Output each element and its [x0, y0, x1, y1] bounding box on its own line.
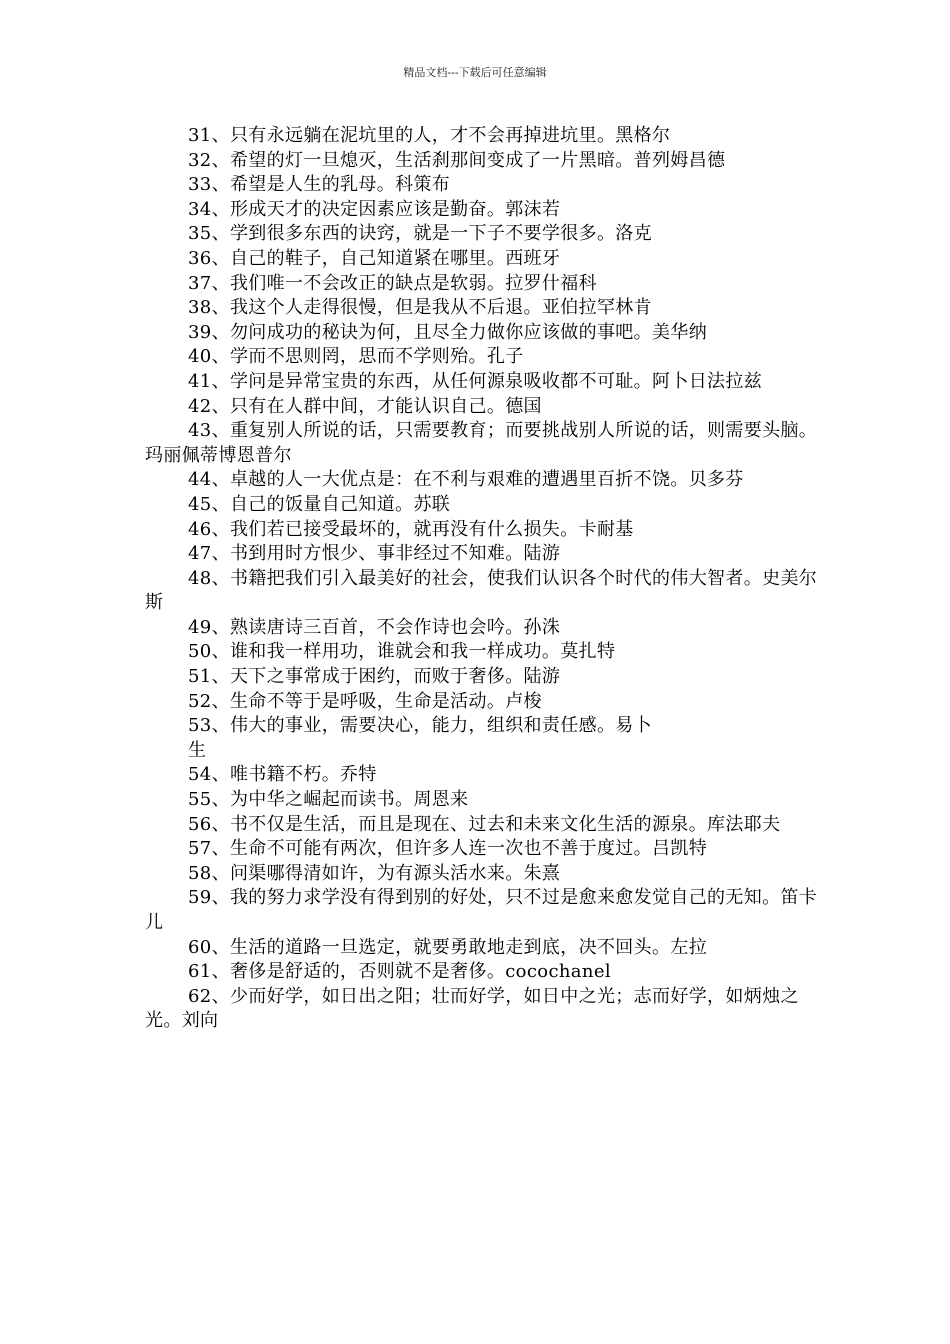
quote-47: 47、书到用时方恨少、事非经过不知难。陆游 [188, 543, 561, 565]
quote-53: 53、伟大的事业，需要决心，能力，组织和责任感。易卜 [188, 715, 653, 737]
quote-36: 36、自己的鞋子，自己知道紧在哪里。西班牙 [188, 247, 561, 269]
page-header: 精品文档---下载后可任意编辑 [403, 66, 547, 79]
quote-48: 48、书籍把我们引入最美好的社会，使我们认识各个时代的伟大智者。史美尔斯 [145, 567, 818, 614]
quote-53-continuation: 生 [188, 739, 207, 761]
quote-46: 46、我们若已接受最坏的，就再没有什么损失。卡耐基 [188, 518, 634, 540]
quote-58: 58、问渠哪得清如许，为有源头活水来。朱熹 [188, 862, 561, 884]
quote-60: 60、生活的道路一旦选定，就要勇敢地走到底，决不回头。左拉 [188, 936, 708, 958]
quote-41: 41、学问是异常宝贵的东西，从任何源泉吸收都不可耻。阿卜日法拉兹 [188, 370, 763, 392]
quote-34: 34、形成天才的决定因素应该是勤奋。郭沫若 [188, 198, 561, 220]
quote-55: 55、为中华之崛起而读书。周恩来 [188, 789, 469, 811]
quote-56: 56、书不仅是生活，而且是现在、过去和未来文化生活的源泉。库法耶夫 [188, 813, 781, 835]
quote-42: 42、只有在人群中间，才能认识自己。德国 [188, 395, 542, 417]
quote-44: 44、卓越的人一大优点是：在不利与艰难的遭遇里百折不饶。贝多芬 [188, 469, 744, 491]
quote-32: 32、希望的灯一旦熄灭，生活刹那间变成了一片黑暗。普列姆昌德 [188, 149, 726, 171]
quote-61: 61、奢侈是舒适的，否则就不是奢侈。cocochanel [188, 961, 611, 983]
quote-45: 45、自己的饭量自己知道。苏联 [188, 493, 451, 515]
quote-59: 59、我的努力求学没有得到别的好处，只不过是愈来愈发觉自己的无知。笛卡儿 [145, 887, 818, 933]
quote-52: 52、生命不等于是呼吸，生命是活动。卢梭 [188, 690, 542, 712]
quote-50: 50、谁和我一样用功，谁就会和我一样成功。莫扎特 [188, 641, 616, 663]
quote-43: 43、重复别人所说的话，只需要教育；而要挑战别人所说的话，则需要头脑。玛丽佩蒂博恩普尔 [145, 420, 818, 466]
quote-39: 39、勿问成功的秘诀为何，且尽全力做你应该做的事吧。美华纳 [188, 321, 708, 343]
quote-list [145, 124, 820, 1034]
quote-33: 33、希望是人生的乳母。科策布 [188, 174, 451, 196]
quote-37: 37、我们唯一不会改正的缺点是软弱。拉罗什福科 [188, 272, 597, 294]
quote-31: 31、只有永远躺在泥坑里的人，才不会再掉进坑里。黑格尔 [188, 125, 671, 146]
quote-35: 35、学到很多东西的诀窍，就是一下子不要学很多。洛克 [188, 223, 653, 245]
quote-38: 38、我这个人走得很慢，但是我从不后退。亚伯拉罕林肯 [188, 297, 653, 319]
quote-54: 54、唯书籍不朽。乔特 [188, 764, 377, 786]
quote-57: 57、生命不可能有两次，但许多人连一次也不善于度过。吕凯特 [188, 838, 708, 860]
quote-49: 49、熟读唐诗三百首，不会作诗也会吟。孙洙 [188, 616, 561, 638]
quote-51: 51、天下之事常成于困约，而败于奢侈。陆游 [188, 666, 561, 688]
quote-40: 40、学而不思则罔，思而不学则殆。孔子 [188, 346, 524, 368]
quote-62: 62、少而好学，如日出之阳；壮而好学，如日中之光；志而好学，如炳烛之光。刘向 [145, 985, 799, 1032]
